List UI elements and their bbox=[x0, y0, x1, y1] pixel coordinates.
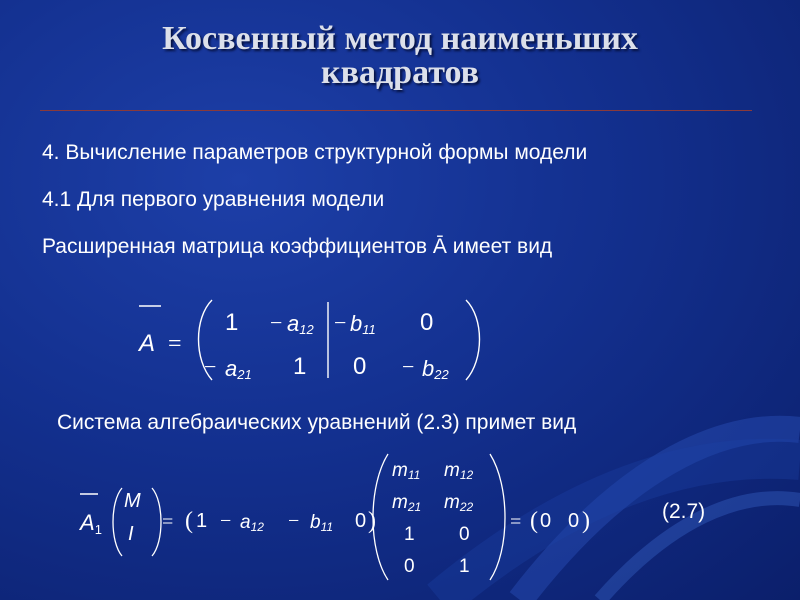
svg-text:−: − bbox=[288, 510, 300, 532]
title-divider bbox=[40, 110, 752, 111]
equation-number: (2.7) bbox=[662, 500, 706, 523]
matrix-cell-r2c1: a21 bbox=[225, 356, 252, 382]
svg-text:−: − bbox=[220, 510, 232, 532]
svg-text:(: ( bbox=[530, 508, 538, 534]
col-matrix-r1c1: m11 bbox=[392, 460, 421, 482]
col-matrix-r1c2: m12 bbox=[444, 460, 474, 482]
col-matrix-r2c2: m22 bbox=[444, 492, 474, 514]
col-matrix-r3c1: 1 bbox=[404, 524, 415, 545]
col-matrix-r4c1: 0 bbox=[404, 556, 415, 577]
matrix-cell-r1c4: 0 bbox=[420, 309, 434, 336]
matrix-intro-text: Расширенная матрица коэффициентов Ā имеет вид bbox=[42, 235, 553, 258]
step-heading: 4. Вычисление параметров структурной формы модели bbox=[42, 141, 588, 164]
matrix-cell-r1c3: b11 bbox=[350, 311, 376, 337]
matrix-lhs-symbol: A bbox=[139, 330, 156, 357]
svg-text:−: − bbox=[334, 310, 347, 335]
system-equation bbox=[70, 450, 630, 585]
svg-text:): ) bbox=[582, 508, 590, 534]
matrix-cell-r1c2: a12 bbox=[287, 311, 314, 337]
matrix-cell-r2c3: 0 bbox=[353, 353, 367, 380]
col-matrix-r4c2: 1 bbox=[459, 556, 470, 577]
row-vector-4: 0 bbox=[355, 510, 367, 532]
svg-text:=: = bbox=[168, 331, 182, 357]
svg-text:(: ( bbox=[185, 508, 193, 534]
svg-text:−: − bbox=[204, 354, 217, 379]
lhs-vector-i: I bbox=[128, 523, 134, 545]
svg-text:−: − bbox=[270, 310, 283, 335]
substep-heading: 4.1 Для первого уравнения модели bbox=[42, 188, 385, 211]
row-vector-3: b11 bbox=[310, 512, 334, 534]
lhs-vector-m: M bbox=[124, 490, 141, 512]
matrix-cell-r2c4: b22 bbox=[422, 356, 449, 382]
row-vector-1: 1 bbox=[196, 510, 208, 532]
slide-title bbox=[0, 22, 800, 90]
svg-text:=: = bbox=[510, 511, 522, 533]
extended-coefficient-matrix bbox=[130, 288, 490, 388]
svg-text:=: = bbox=[162, 511, 174, 533]
rhs-2: 0 bbox=[568, 510, 580, 532]
right-paren bbox=[466, 300, 480, 380]
svg-text:−: − bbox=[402, 354, 415, 379]
svg-text:): ) bbox=[368, 508, 376, 534]
col-matrix-r2c1: m21 bbox=[392, 492, 422, 514]
matrix-cell-r1c1: 1 bbox=[225, 309, 239, 336]
col-matrix-r3c2: 0 bbox=[459, 524, 470, 545]
system-intro-text: Система алгебраических уравнений (2.3) примет вид bbox=[57, 411, 577, 434]
title-line-2: квадратов bbox=[321, 54, 479, 91]
title-line-1: Косвенный метод наименьших bbox=[162, 20, 638, 57]
row-vector-2: a12 bbox=[240, 512, 264, 534]
rhs-1: 0 bbox=[540, 510, 552, 532]
matrix-cell-r2c2: 1 bbox=[293, 353, 307, 380]
lhs-matrix-symbol: A1 bbox=[80, 510, 102, 537]
